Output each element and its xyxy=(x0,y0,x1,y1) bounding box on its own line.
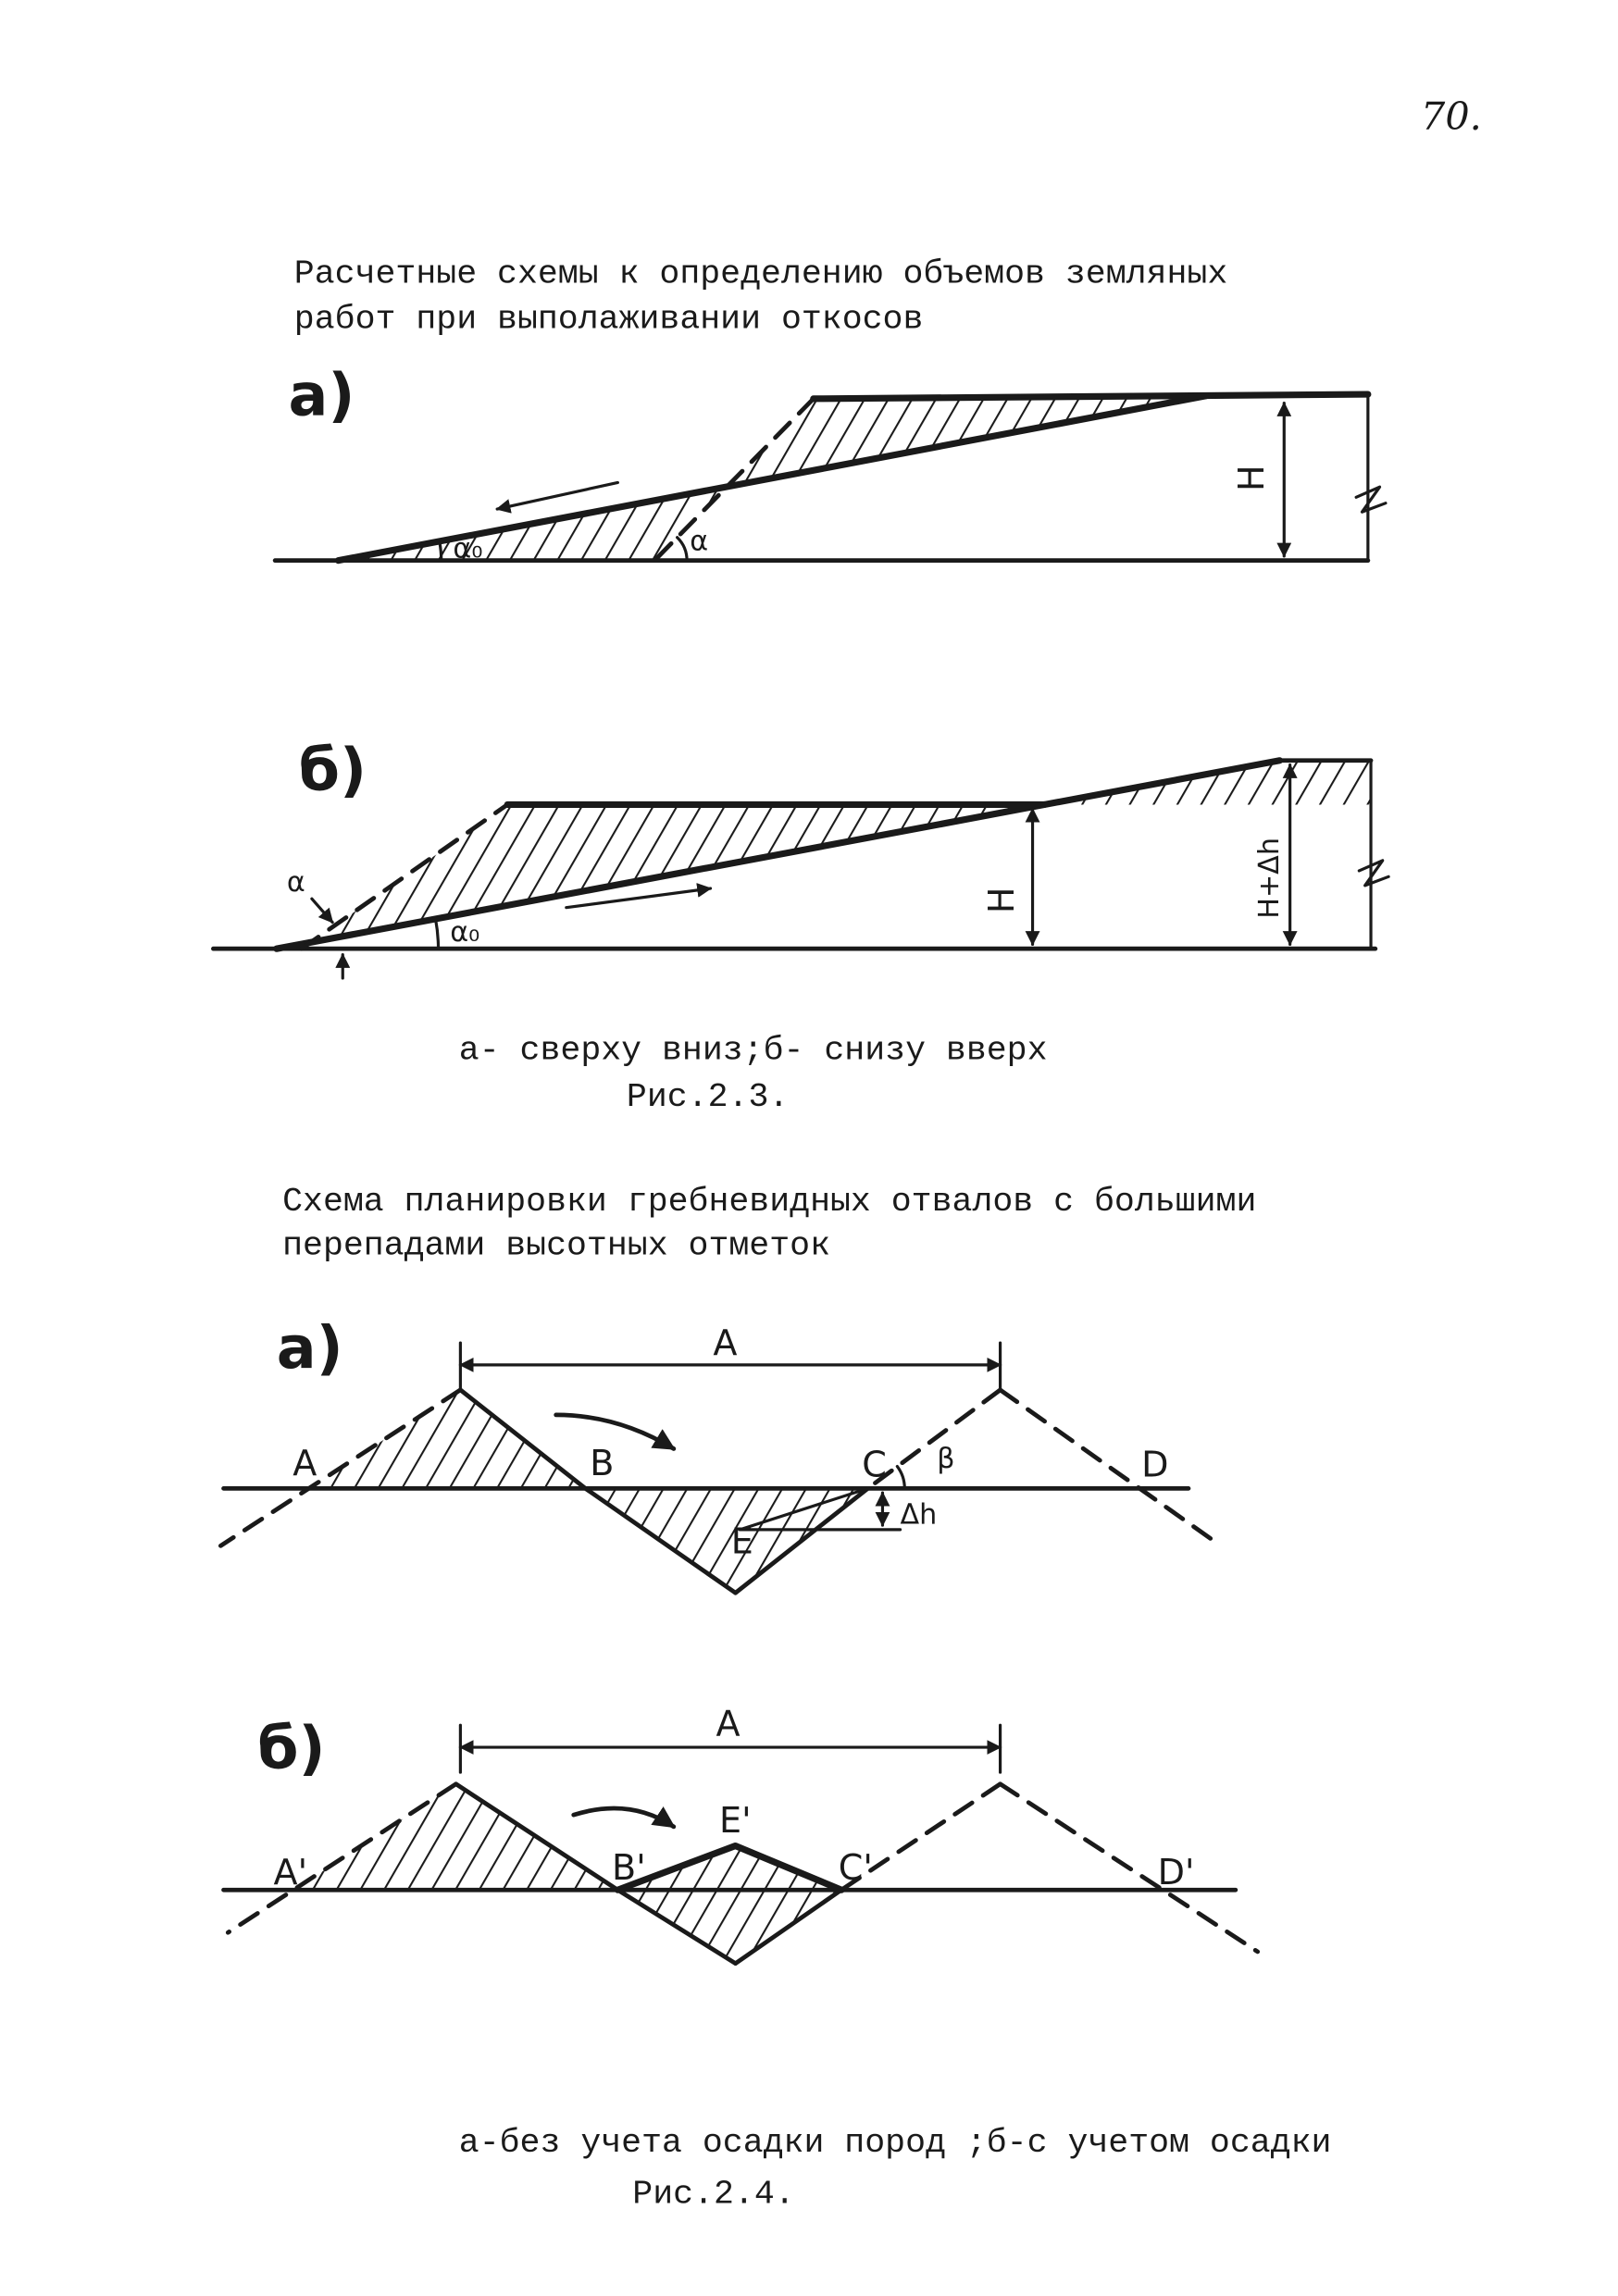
figure-2-3-title-line-1: Расчетные схемы к определению объемов земляных xyxy=(293,254,1228,293)
point-b-label: B xyxy=(590,1443,615,1484)
point-d-label: D xyxy=(1141,1444,1169,1485)
point-a-label: A' xyxy=(273,1851,308,1893)
figure-2-4-caption: а-без учета осадки пород ;б-с учетом осадки xyxy=(458,2124,1332,2163)
figure-2-4-number: Рис.2.4. xyxy=(632,2175,795,2214)
diagram-2-4-b-label: б) xyxy=(257,1713,326,1782)
point-b-label: B' xyxy=(612,1847,646,1889)
figure-2-3-number: Рис.2.3. xyxy=(626,1078,790,1117)
figure-2-4-title-line-2: перепадами высотных отметок xyxy=(282,1226,831,1265)
design-angle-label: α₀ xyxy=(453,532,483,565)
diagram-2-3-a-label: а) xyxy=(288,360,355,429)
bench-top-line xyxy=(814,394,1368,399)
point-a-label: A xyxy=(292,1443,317,1484)
original-angle-label: α xyxy=(690,525,709,558)
diagram-2-4-a-label: а) xyxy=(276,1313,343,1383)
total-height-label: H+Δh xyxy=(1252,838,1286,919)
figure-2-3-title-line-2: работ при выполаживании откосов xyxy=(293,300,924,339)
original-angle-label: α xyxy=(286,866,305,900)
point-c-label: C xyxy=(862,1444,887,1485)
point-c-label: C' xyxy=(838,1847,873,1889)
figure-2-3-caption: а- сверху вниз;б- снизу вверх xyxy=(458,1031,1048,1070)
point-d-label: D' xyxy=(1157,1851,1195,1893)
span-label: A xyxy=(713,1322,738,1363)
height-label: H xyxy=(1231,465,1273,492)
span-label: A xyxy=(716,1703,741,1744)
delta-h-label: Δh xyxy=(900,1498,938,1532)
figure-2-4-title-line-1: Схема планировки гребневидных отвалов с большими xyxy=(282,1183,1257,1222)
design-angle-arc xyxy=(440,541,442,560)
page-number: 70. xyxy=(1421,94,1482,140)
design-angle-label: α₀ xyxy=(450,916,480,949)
height-label: H xyxy=(980,887,1022,914)
point-e-label: E' xyxy=(719,1800,752,1842)
point-e-label: E xyxy=(730,1520,753,1562)
beta-angle-label: β xyxy=(937,1443,955,1476)
diagram-2-3-b-label: б) xyxy=(298,735,367,804)
